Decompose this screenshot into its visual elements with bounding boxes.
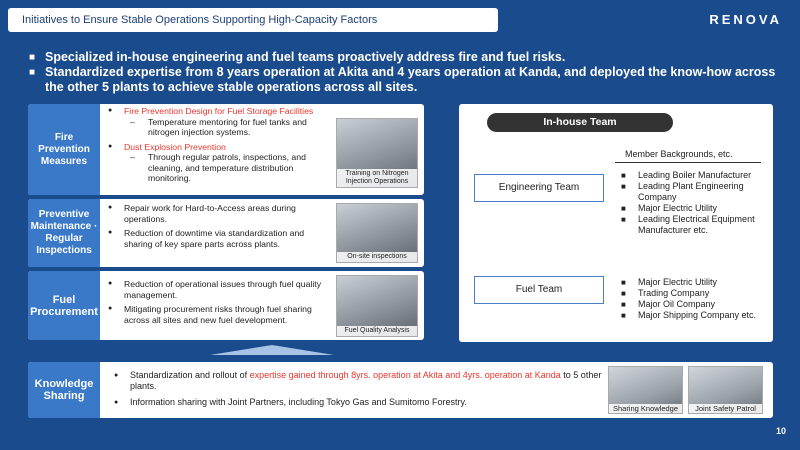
fuel-item: ● Reduction of operational issues through fuel quality management. — [108, 279, 332, 300]
background-item: ■ Leading Plant Engineering Company — [621, 181, 773, 203]
intro-item: ■ Specialized in-house engineering and fuel teams proactively address fire and fuel risks. — [32, 50, 782, 65]
maintenance-row — [28, 199, 424, 267]
divider — [615, 162, 761, 163]
fire-prevention-label: Fire Prevention Measures — [28, 104, 100, 195]
inspection-photo — [336, 203, 418, 263]
fire-prevention-row — [28, 104, 424, 195]
knowledge-item: ● Standardization and rollout of expertise gained through 8yrs. operation at Akita and 4yrs. operation at Kanda to 5 other plants. — [114, 370, 603, 392]
fuel-procurement-label: Fuel Procurement — [28, 271, 100, 340]
intro-item: ■ Standardized expertise from 8 years operation at Akita and 4 years operation at Kanda, and deployed the know-how across the other 5 plants to achieve stable operations across all sites. — [32, 65, 782, 95]
fuel-procurement-body — [108, 279, 332, 329]
background-item: ■ Major Oil Company — [621, 299, 756, 310]
joint-safety-patrol-photo — [688, 366, 763, 414]
fire-item-detail: Through regular patrols, inspections, and cleaning, and temperature distribution monitoring. — [148, 152, 306, 183]
photo-caption: Fuel Quality Analysis — [337, 326, 417, 336]
renova-logo: RENOVA — [709, 12, 782, 27]
engineering-team-box: Engineering Team — [474, 174, 604, 202]
knowledge-highlight: expertise gained through 8yrs. operation at Akita and 4yrs. operation at Kanda — [249, 370, 561, 380]
maintenance-item: ● Reduction of downtime via standardization and sharing of key spare parts across plants. — [108, 228, 332, 249]
knowledge-sharing-body — [114, 370, 603, 413]
photo-caption: Training on Nitrogen Injection Operations — [337, 169, 417, 187]
knowledge-item: ● Information sharing with Joint Partners, including Tokyo Gas and Sumitomo Forestry. — [114, 397, 603, 408]
fire-prevention-body: ● Fire Prevention Design for Fuel Storage Facilities – Temperature mentoring for fuel tanks and nitrogen injection systems. ● Dust Explosion Prevention – Through regular patrols, inspections, and cleaning, and temperature distribution monitoring. — [108, 106, 332, 188]
nitrogen-training-photo — [336, 118, 418, 188]
photo-caption: Joint Safety Patrol — [689, 404, 762, 413]
fuel-team-box: Fuel Team — [474, 276, 604, 304]
sharing-knowledge-photo — [608, 366, 683, 414]
fuel-analysis-photo — [336, 275, 418, 337]
background-item: ■ Major Electric Utility — [621, 277, 756, 288]
in-house-team-panel — [459, 104, 773, 342]
up-arrow-icon — [210, 345, 334, 355]
engineering-background-list — [621, 170, 773, 236]
background-item: ■ Leading Boiler Manufacturer — [621, 170, 773, 181]
background-item: ■ Major Electric Utility — [621, 203, 773, 214]
photo-caption: On-site inspections — [337, 252, 417, 262]
maintenance-body — [108, 203, 332, 253]
maintenance-label: Preventive Maintenance · Regular Inspections — [28, 199, 100, 267]
fire-item-title: Fire Prevention Design for Fuel Storage Facilities — [124, 106, 314, 116]
member-backgrounds-title: Member Backgrounds, etc. — [625, 149, 733, 159]
fuel-background-list — [621, 277, 756, 321]
fire-item-detail: Temperature mentoring for fuel tanks and nitrogen injection systems. — [148, 116, 307, 137]
maintenance-item: ● Repair work for Hard-to-Access areas during operations. — [108, 203, 332, 224]
page-title: Initiatives to Ensure Stable Operations Supporting High-Capacity Factors — [8, 8, 498, 32]
fuel-item: ● Mitigating procurement risks through fuel sharing across all sites and new fuel development. — [108, 304, 332, 325]
background-item: ■ Leading Electrical Equipment Manufacturer etc. — [621, 214, 773, 236]
intro-list — [32, 50, 782, 95]
background-item: ■ Major Shipping Company etc. — [621, 310, 756, 321]
page-number: 10 — [775, 426, 786, 436]
knowledge-sharing-label: Knowledge Sharing — [28, 362, 100, 418]
fire-item-title: Dust Explosion Prevention — [124, 141, 226, 152]
team-title: In-house Team — [487, 113, 673, 132]
photo-caption: Sharing Knowledge — [609, 404, 682, 413]
knowledge-sharing-row — [28, 362, 773, 418]
background-item: ■ Trading Company — [621, 288, 756, 299]
fuel-procurement-row — [28, 271, 424, 340]
